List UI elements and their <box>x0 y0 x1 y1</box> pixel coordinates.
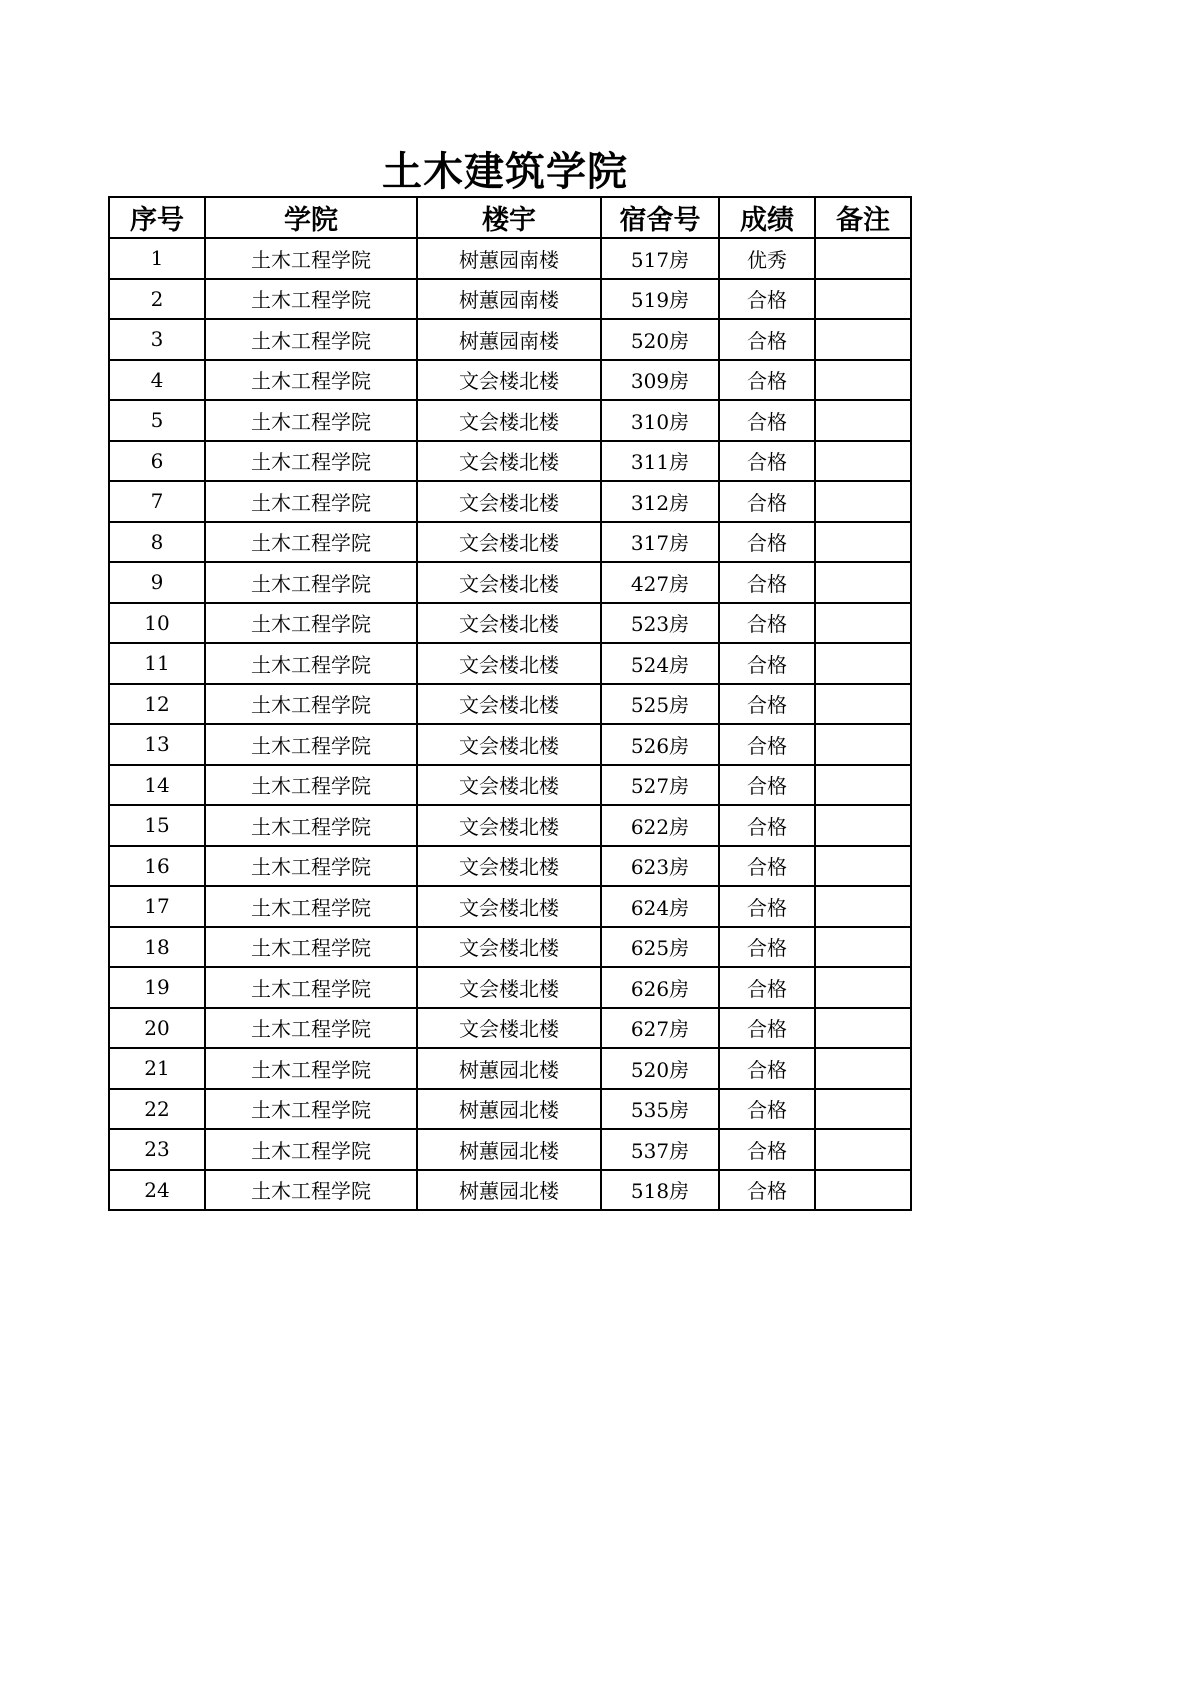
table-row <box>109 562 911 603</box>
table-row <box>109 279 911 320</box>
cell-room: 626房 <box>601 967 719 1008</box>
cell-room: 523房 <box>601 603 719 644</box>
cell-index: 21 <box>109 1048 205 1089</box>
cell-room: 517房 <box>601 238 719 279</box>
cell-room: 623房 <box>601 846 719 887</box>
cell-college: 土木工程学院 <box>205 967 417 1008</box>
table-row <box>109 522 911 563</box>
cell-college: 土木工程学院 <box>205 765 417 806</box>
cell-index: 15 <box>109 805 205 846</box>
cell-grade: 合格 <box>719 319 815 360</box>
cell-note <box>815 441 911 482</box>
cell-note <box>815 1170 911 1211</box>
cell-building: 文会楼北楼 <box>417 765 601 806</box>
table-row <box>109 1089 911 1130</box>
cell-grade: 合格 <box>719 481 815 522</box>
cell-grade: 合格 <box>719 643 815 684</box>
cell-college: 土木工程学院 <box>205 400 417 441</box>
cell-grade: 合格 <box>719 724 815 765</box>
cell-index: 5 <box>109 400 205 441</box>
cell-building: 文会楼北楼 <box>417 562 601 603</box>
cell-college: 土木工程学院 <box>205 522 417 563</box>
cell-building: 文会楼北楼 <box>417 360 601 401</box>
cell-note <box>815 886 911 927</box>
cell-room: 624房 <box>601 886 719 927</box>
cell-grade: 合格 <box>719 805 815 846</box>
cell-grade: 合格 <box>719 1129 815 1170</box>
column-header-note: 备注 <box>815 197 911 238</box>
cell-college: 土木工程学院 <box>205 1008 417 1049</box>
cell-grade: 合格 <box>719 441 815 482</box>
cell-grade: 合格 <box>719 360 815 401</box>
table-row <box>109 360 911 401</box>
cell-note <box>815 400 911 441</box>
cell-college: 土木工程学院 <box>205 643 417 684</box>
cell-college: 土木工程学院 <box>205 684 417 725</box>
cell-college: 土木工程学院 <box>205 1048 417 1089</box>
table-row <box>109 1048 911 1089</box>
cell-index: 20 <box>109 1008 205 1049</box>
cell-college: 土木工程学院 <box>205 441 417 482</box>
cell-room: 525房 <box>601 684 719 725</box>
table-row <box>109 238 911 279</box>
cell-grade: 合格 <box>719 562 815 603</box>
table-row <box>109 1129 911 1170</box>
cell-grade: 合格 <box>719 279 815 320</box>
cell-index: 24 <box>109 1170 205 1211</box>
table-row <box>109 400 911 441</box>
column-header-college: 学院 <box>205 197 417 238</box>
cell-index: 17 <box>109 886 205 927</box>
cell-building: 文会楼北楼 <box>417 886 601 927</box>
cell-note <box>815 684 911 725</box>
table-row <box>109 1008 911 1049</box>
cell-room: 622房 <box>601 805 719 846</box>
cell-college: 土木工程学院 <box>205 846 417 887</box>
column-header-building: 楼宇 <box>417 197 601 238</box>
cell-note <box>815 967 911 1008</box>
cell-room: 317房 <box>601 522 719 563</box>
cell-grade: 合格 <box>719 886 815 927</box>
cell-college: 土木工程学院 <box>205 805 417 846</box>
cell-grade: 合格 <box>719 927 815 968</box>
cell-building: 文会楼北楼 <box>417 967 601 1008</box>
cell-note <box>815 238 911 279</box>
cell-index: 7 <box>109 481 205 522</box>
cell-room: 519房 <box>601 279 719 320</box>
cell-building: 树蕙园北楼 <box>417 1048 601 1089</box>
cell-note <box>815 805 911 846</box>
cell-grade: 合格 <box>719 1048 815 1089</box>
cell-grade: 合格 <box>719 603 815 644</box>
cell-note <box>815 481 911 522</box>
cell-grade: 合格 <box>719 967 815 1008</box>
cell-index: 3 <box>109 319 205 360</box>
cell-room: 312房 <box>601 481 719 522</box>
column-header-room: 宿舍号 <box>601 197 719 238</box>
cell-room: 524房 <box>601 643 719 684</box>
table-row <box>109 927 911 968</box>
column-header-index: 序号 <box>109 197 205 238</box>
cell-building: 文会楼北楼 <box>417 522 601 563</box>
cell-grade: 合格 <box>719 1089 815 1130</box>
cell-college: 土木工程学院 <box>205 1129 417 1170</box>
cell-note <box>815 562 911 603</box>
cell-room: 627房 <box>601 1008 719 1049</box>
cell-building: 文会楼北楼 <box>417 441 601 482</box>
cell-building: 文会楼北楼 <box>417 603 601 644</box>
table-row <box>109 765 911 806</box>
cell-note <box>815 724 911 765</box>
table-row <box>109 441 911 482</box>
cell-room: 535房 <box>601 1089 719 1130</box>
cell-room: 311房 <box>601 441 719 482</box>
table-body <box>109 238 911 1210</box>
cell-note <box>815 643 911 684</box>
cell-building: 文会楼北楼 <box>417 481 601 522</box>
cell-building: 文会楼北楼 <box>417 643 601 684</box>
cell-building: 树蕙园北楼 <box>417 1129 601 1170</box>
cell-building: 文会楼北楼 <box>417 846 601 887</box>
cell-note <box>815 927 911 968</box>
cell-index: 18 <box>109 927 205 968</box>
cell-room: 527房 <box>601 765 719 806</box>
cell-room: 625房 <box>601 927 719 968</box>
table-row <box>109 603 911 644</box>
table-row <box>109 724 911 765</box>
table-row <box>109 684 911 725</box>
cell-college: 土木工程学院 <box>205 319 417 360</box>
cell-note <box>815 1048 911 1089</box>
cell-building: 文会楼北楼 <box>417 1008 601 1049</box>
cell-building: 文会楼北楼 <box>417 805 601 846</box>
cell-grade: 合格 <box>719 400 815 441</box>
cell-note <box>815 603 911 644</box>
cell-college: 土木工程学院 <box>205 279 417 320</box>
table-row <box>109 846 911 887</box>
cell-note <box>815 522 911 563</box>
cell-college: 土木工程学院 <box>205 1089 417 1130</box>
cell-college: 土木工程学院 <box>205 927 417 968</box>
cell-index: 9 <box>109 562 205 603</box>
cell-grade: 合格 <box>719 684 815 725</box>
cell-note <box>815 1089 911 1130</box>
cell-building: 树蕙园南楼 <box>417 238 601 279</box>
cell-index: 1 <box>109 238 205 279</box>
cell-grade: 合格 <box>719 522 815 563</box>
cell-room: 310房 <box>601 400 719 441</box>
cell-index: 19 <box>109 967 205 1008</box>
table-row <box>109 805 911 846</box>
cell-room: 309房 <box>601 360 719 401</box>
cell-index: 16 <box>109 846 205 887</box>
cell-college: 土木工程学院 <box>205 886 417 927</box>
cell-room: 427房 <box>601 562 719 603</box>
cell-building: 文会楼北楼 <box>417 724 601 765</box>
cell-building: 树蕙园北楼 <box>417 1170 601 1211</box>
cell-index: 13 <box>109 724 205 765</box>
cell-college: 土木工程学院 <box>205 562 417 603</box>
cell-building: 树蕙园南楼 <box>417 319 601 360</box>
cell-index: 14 <box>109 765 205 806</box>
cell-note <box>815 765 911 806</box>
cell-college: 土木工程学院 <box>205 481 417 522</box>
cell-room: 518房 <box>601 1170 719 1211</box>
cell-building: 树蕙园北楼 <box>417 1089 601 1130</box>
cell-room: 537房 <box>601 1129 719 1170</box>
table-row <box>109 886 911 927</box>
cell-grade: 合格 <box>719 846 815 887</box>
cell-college: 土木工程学院 <box>205 724 417 765</box>
table-row <box>109 967 911 1008</box>
cell-index: 23 <box>109 1129 205 1170</box>
cell-grade: 合格 <box>719 1008 815 1049</box>
cell-note <box>815 319 911 360</box>
cell-index: 6 <box>109 441 205 482</box>
page-title: 土木建筑学院 <box>382 149 628 195</box>
cell-index: 4 <box>109 360 205 401</box>
cell-building: 文会楼北楼 <box>417 400 601 441</box>
cell-room: 526房 <box>601 724 719 765</box>
table-row <box>109 319 911 360</box>
cell-note <box>815 279 911 320</box>
cell-index: 8 <box>109 522 205 563</box>
cell-grade: 优秀 <box>719 238 815 279</box>
cell-grade: 合格 <box>719 765 815 806</box>
cell-index: 2 <box>109 279 205 320</box>
cell-note <box>815 1008 911 1049</box>
cell-room: 520房 <box>601 1048 719 1089</box>
cell-grade: 合格 <box>719 1170 815 1211</box>
cell-college: 土木工程学院 <box>205 360 417 401</box>
table-row <box>109 643 911 684</box>
dormitory-table <box>108 196 912 1211</box>
cell-college: 土木工程学院 <box>205 238 417 279</box>
column-header-grade: 成绩 <box>719 197 815 238</box>
table-row <box>109 1170 911 1211</box>
table-row <box>109 481 911 522</box>
cell-note <box>815 846 911 887</box>
cell-index: 11 <box>109 643 205 684</box>
cell-note <box>815 360 911 401</box>
cell-building: 树蕙园南楼 <box>417 279 601 320</box>
cell-index: 22 <box>109 1089 205 1130</box>
cell-college: 土木工程学院 <box>205 1170 417 1211</box>
cell-college: 土木工程学院 <box>205 603 417 644</box>
cell-note <box>815 1129 911 1170</box>
table-header-row <box>109 197 911 238</box>
cell-index: 12 <box>109 684 205 725</box>
cell-building: 文会楼北楼 <box>417 684 601 725</box>
cell-building: 文会楼北楼 <box>417 927 601 968</box>
cell-room: 520房 <box>601 319 719 360</box>
cell-index: 10 <box>109 603 205 644</box>
